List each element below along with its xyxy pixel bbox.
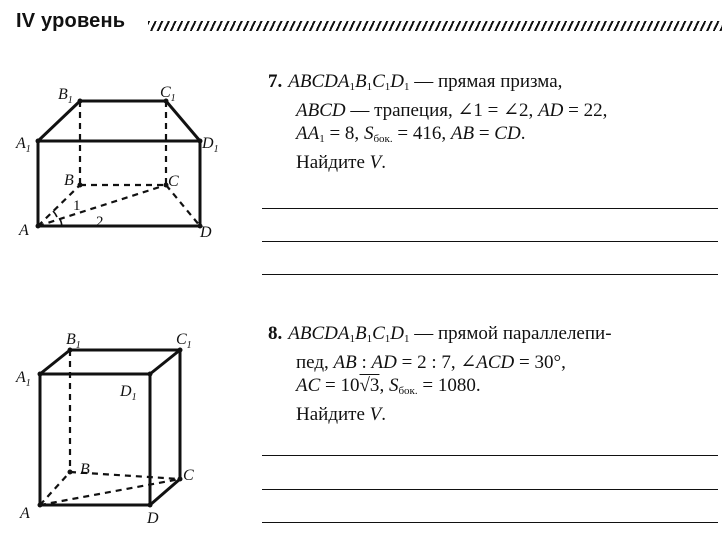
- level-title: IV уровень: [16, 10, 126, 32]
- answer-line[interactable]: [262, 522, 718, 523]
- prism-figure-1: [10, 70, 250, 250]
- problem-8-question: Найдите V.: [296, 404, 387, 425]
- vertex-label-b: B: [80, 461, 90, 478]
- vertex-label-d1: $D_1$: [120, 383, 137, 403]
- vertex-label-a1: $A_1$: [16, 369, 31, 389]
- problem-8: [268, 322, 612, 426]
- answer-line[interactable]: [262, 208, 718, 209]
- answer-line[interactable]: [262, 489, 718, 490]
- angle-label-2: 2: [96, 214, 104, 230]
- problem-8-number: 8.: [268, 323, 283, 344]
- answer-line[interactable]: [262, 241, 718, 242]
- problem-7-line-3: $AA_1 = 8$, $S_{бок.} = 416$, AB = CD.: [296, 123, 526, 145]
- prism-1-visible-edges: [38, 101, 200, 226]
- vertex-label-c1: $C_1$: [160, 84, 176, 104]
- problem-8-line-2: пед, AB : AD = 2 : 7, ∠ACD = 30°,: [296, 352, 566, 373]
- problem-8-line-1: 8. $ABCDA_1B_1C_1D_1$ — прямой параллелепи-: [268, 323, 612, 345]
- angle-label-1: 1: [73, 198, 81, 214]
- answer-line[interactable]: [262, 455, 718, 456]
- problem-7-line-1: 7. $ABCDA_1B_1C_1D_1$ — прямая призма,: [268, 71, 563, 93]
- vertex-label-d: D: [200, 224, 212, 241]
- prism-2-visible-edges: [40, 350, 180, 505]
- vertex-label-a: A: [19, 222, 29, 239]
- problem-8-line-3: AC = 10√3, $S_{бок.} = 1080$.: [296, 375, 481, 397]
- vertex-label-b1: $B_1$: [58, 86, 73, 106]
- vertex-label-d: D: [147, 510, 159, 527]
- answer-line[interactable]: [262, 274, 718, 275]
- vertex-label-c1: $C_1$: [176, 331, 192, 351]
- section-header: [10, 6, 722, 38]
- vertex-label-c: C: [183, 467, 194, 484]
- problem-7-question: Найдите V.: [296, 152, 387, 173]
- problem-7-line-2: ABCD — трапеция, ∠1 = ∠2, AD = 22,: [296, 100, 608, 121]
- vertex-label-b1: $B_1$: [66, 331, 81, 351]
- vertex-label-c: C: [168, 173, 179, 190]
- vertex-label-d1: $D_1$: [202, 135, 219, 155]
- vertex-label-a: A: [20, 505, 30, 522]
- parallelepiped-figure-2: [10, 322, 250, 527]
- vertex-label-b: B: [64, 172, 74, 189]
- vertex-label-a1: $A_1$: [16, 135, 31, 155]
- problem-7: [268, 70, 607, 174]
- problem-7-number: 7.: [268, 71, 283, 92]
- decorative-hatch-divider: [148, 21, 722, 31]
